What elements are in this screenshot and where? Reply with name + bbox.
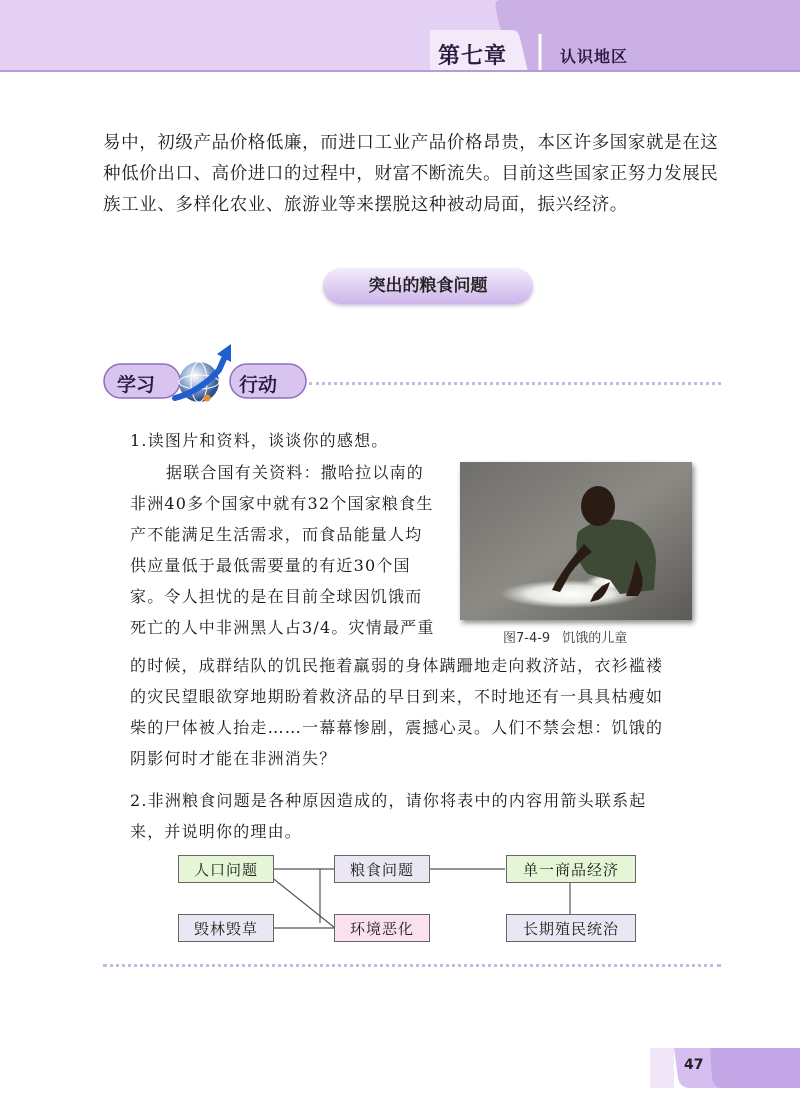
header-band — [0, 0, 800, 72]
hungry-child-photo — [460, 462, 692, 620]
photo-caption — [503, 627, 639, 646]
intro-line-1: 易中，初级产品价格低廉，而进口工业产品价格昂贵，本区许多国家就是在这 — [103, 133, 719, 153]
task1-full-line-2: 的灾民望眼欲穿地期盼着救济品的早日到来，不时地还有一具具枯瘦如 — [130, 687, 664, 706]
task1-narrow-line-6: 死亡的人中非洲黑人占3/4。灾情最严重 — [130, 618, 435, 637]
task1-narrow-line-3: 产不能满足生活需求，而食品能量人均 — [130, 525, 423, 544]
intro-line-3: 族工业、多样化农业、旅游业等来摆脱这种被动局面，振兴经济。 — [103, 195, 628, 215]
box-single-economy: 单一商品经济 — [506, 855, 636, 883]
task1-full-line-4: 阴影何时才能在非洲消失？ — [130, 749, 337, 768]
chapter-subtitle: 认识地区 — [560, 47, 629, 66]
intro-line-2: 种低价出口、高价进口的过程中，财富不断流失。目前这些国家正努力发展民 — [103, 164, 719, 184]
task1-narrow-line-5: 家。令人担忧的是在目前全球因饥饿而 — [130, 587, 423, 606]
task1-narrow-line-2: 非洲40多个国家中就有32个国家粮食生 — [130, 494, 434, 513]
box-deforestation: 毁林毁草 — [178, 914, 274, 942]
box-population: 人口问题 — [178, 855, 274, 883]
page-number: 47 — [684, 1057, 704, 1073]
activity-divider — [309, 382, 721, 385]
bottom-divider — [103, 964, 721, 967]
page-number-tab — [650, 1048, 800, 1088]
section-title: 突出的粮食问题 — [323, 268, 533, 304]
intro-paragraph — [103, 128, 723, 221]
activity-header — [103, 340, 723, 410]
activity-label-left: 学习 — [117, 374, 156, 396]
cause-diagram — [170, 845, 650, 950]
box-colonial: 长期殖民统治 — [506, 914, 636, 942]
box-food: 粮食问题 — [334, 855, 430, 883]
task1-narrow-line-4: 供应量低于最低需要量的有近30个国 — [130, 556, 411, 575]
task1-heading: 1.读图片和资料，谈谈你的感想。 — [130, 431, 389, 450]
task1-full-line-3: 柴的尸体被人抬走……一幕幕惨剧，震撼心灵。人们不禁会想：饥饿的 — [130, 718, 664, 737]
figure-caption: 饥饿的儿童 — [562, 631, 628, 646]
task1-narrow-line-1: 据联合国有关资料：撒哈拉以南的 — [166, 463, 425, 482]
chapter-title: 第七章 — [438, 44, 508, 69]
task1-full-line-1: 的时候，成群结队的饥民拖着羸弱的身体蹒跚地走向救济站，衣衫褴褛 — [130, 656, 664, 675]
figure-number: 图7-4-9 — [503, 631, 551, 646]
task2-line-1: 2.非洲粮食问题是各种原因造成的，请你将表中的内容用箭头联系起 — [130, 791, 647, 810]
activity-label-right: 行动 — [239, 374, 278, 396]
task2-line-2: 来，并说明你的理由。 — [130, 822, 303, 841]
box-environment: 环境恶化 — [334, 914, 430, 942]
